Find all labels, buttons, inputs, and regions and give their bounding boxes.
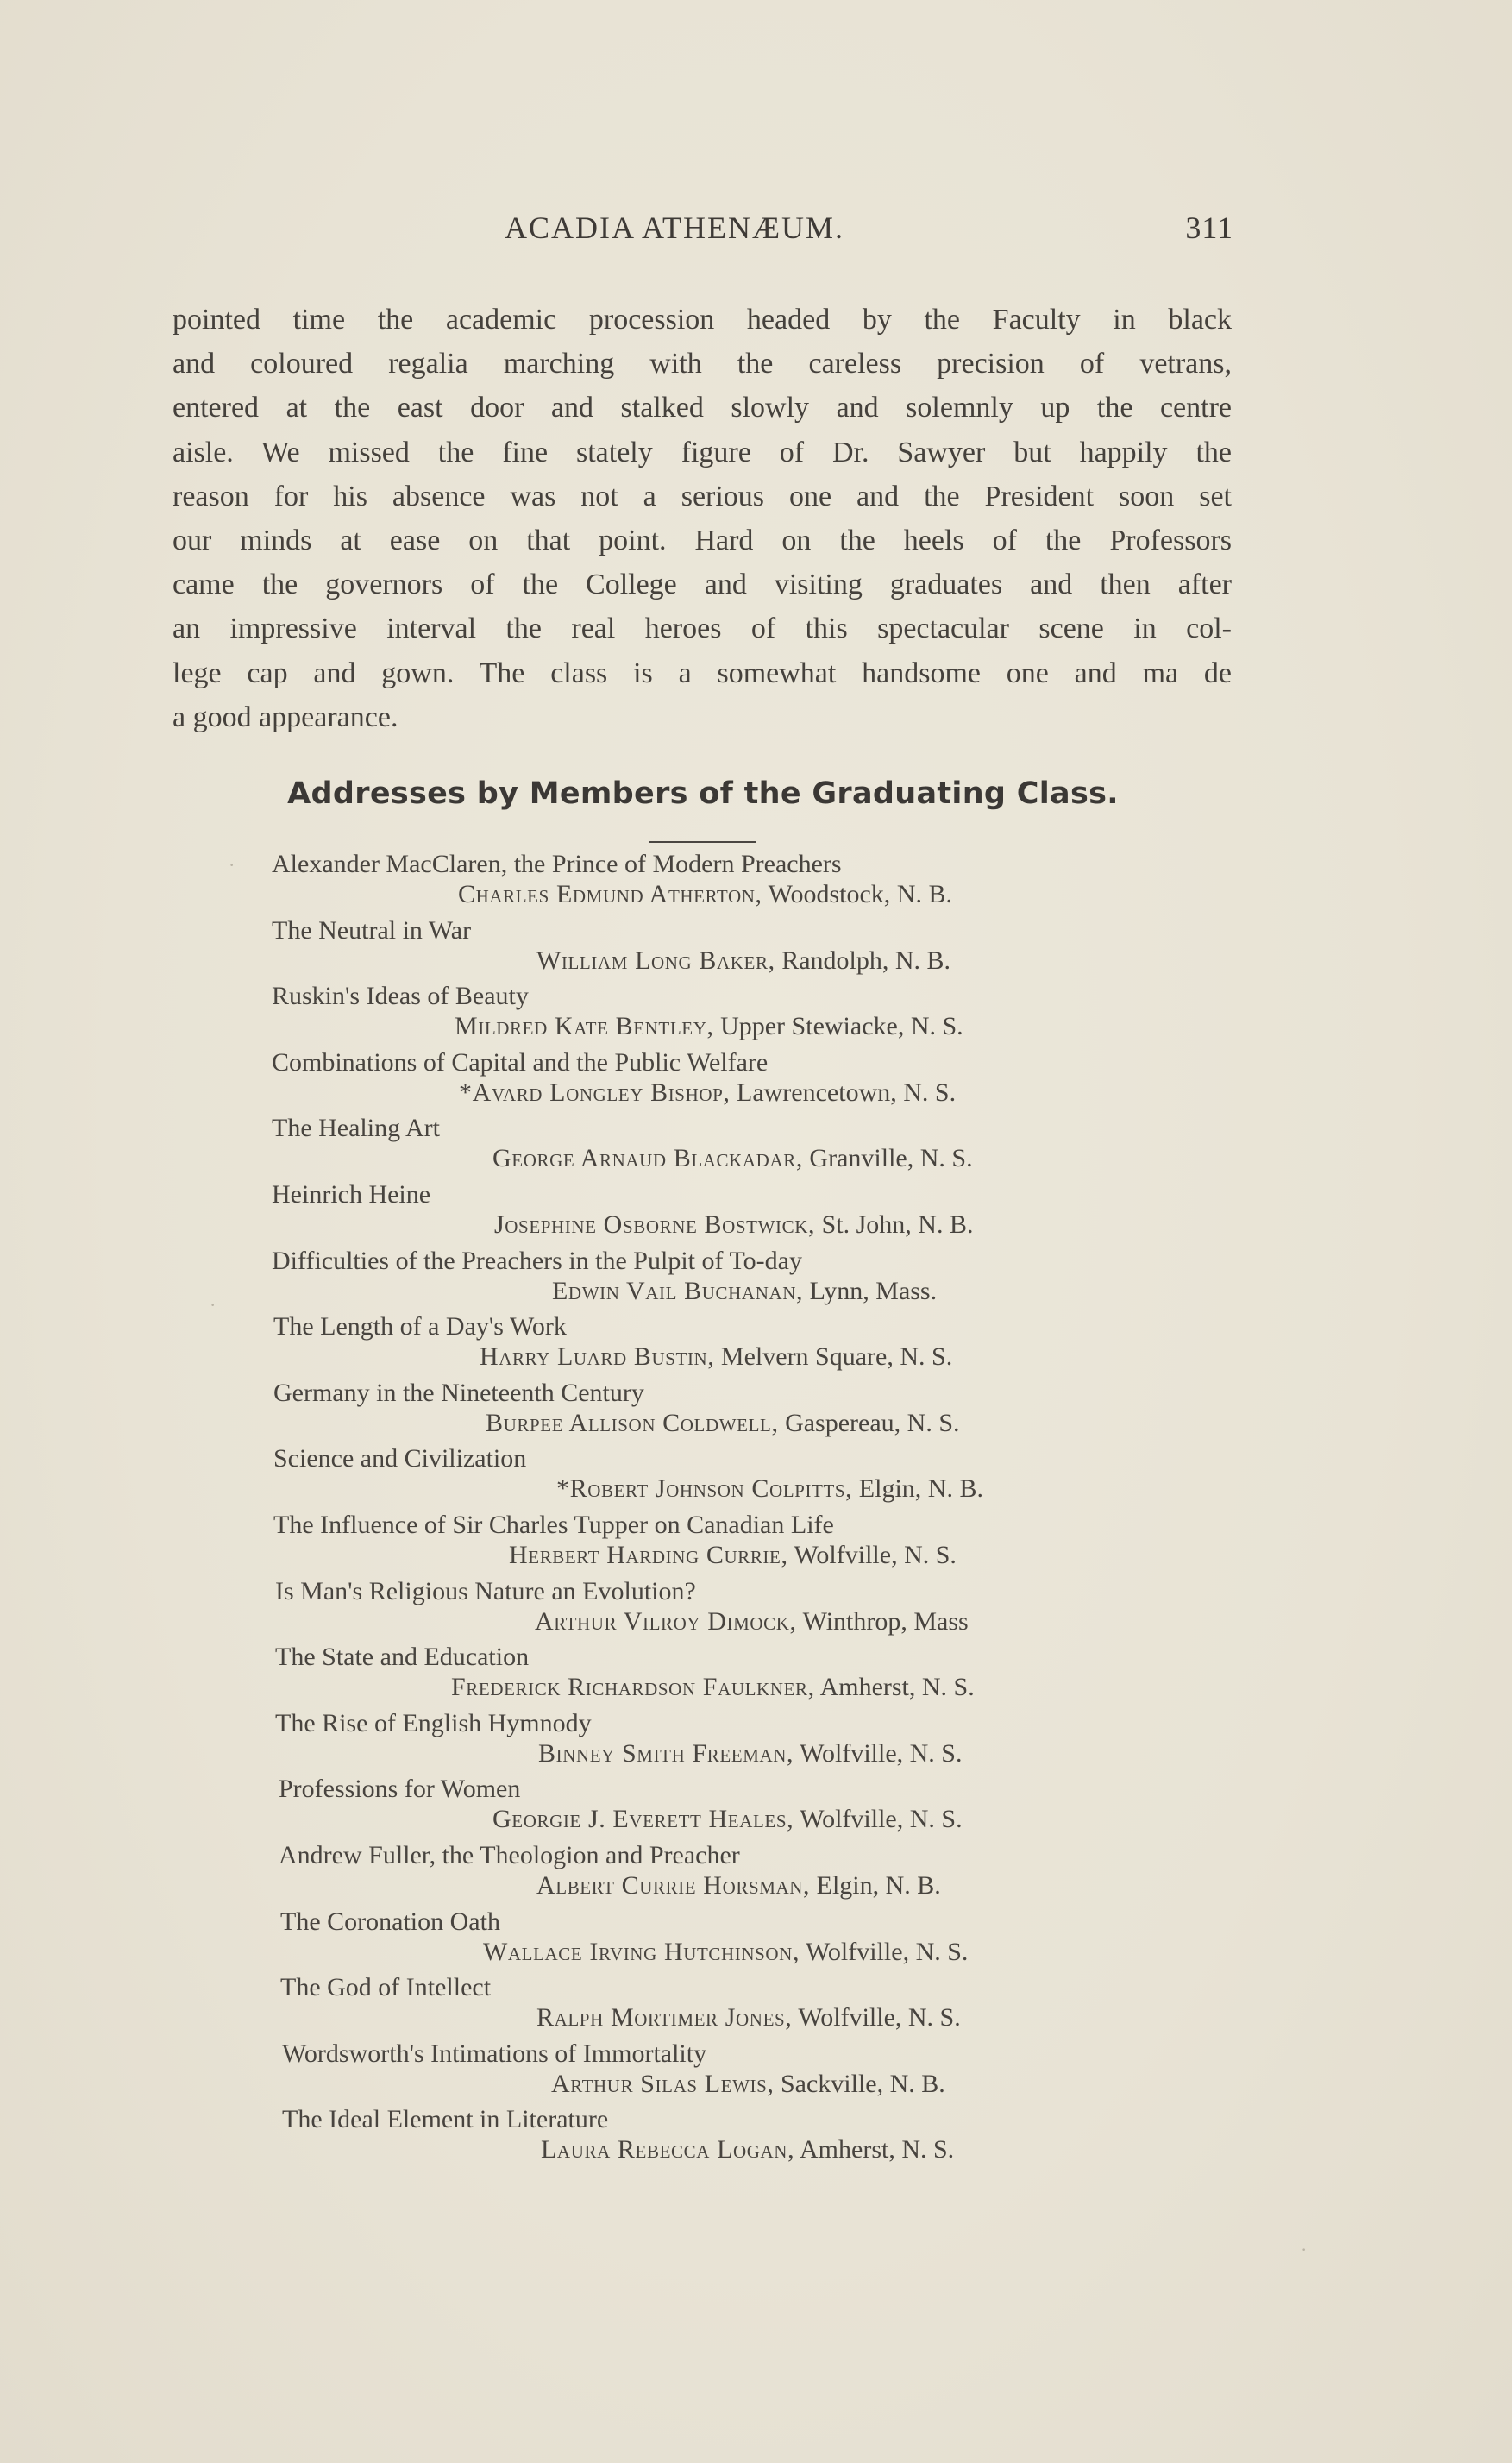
author-name: Charles Edmund Atherton,: [458, 880, 762, 908]
address-author: [480, 1342, 952, 1372]
author-name: William Long Baker,: [536, 946, 775, 975]
print-speck: ·: [229, 854, 235, 876]
body-line: a good appearance.: [173, 701, 398, 733]
author-name: Albert Currie Horsman,: [536, 1870, 811, 1900]
author-hometown: Sackville, N. B.: [774, 2069, 945, 2098]
author-hometown: Wolfville, N. S.: [794, 1805, 963, 1834]
address-author: [492, 1144, 973, 1173]
address-entry: [0, 982, 1512, 1048]
address-entry: [0, 1775, 1512, 1841]
address-author: [536, 946, 950, 976]
author-name: Ralph Mortimer Jones,: [536, 2003, 793, 2033]
body-line: our minds at ease on that point. Hard on the heels of the Professors: [173, 524, 1232, 556]
address-entry: [0, 2105, 1512, 2171]
print-speck: ·: [210, 1294, 216, 1316]
address-entry: [0, 916, 1512, 983]
address-author: [556, 1474, 983, 1504]
author-name: George Arnaud Blackadar,: [492, 1144, 803, 1173]
body-line: aisle. We missed the fine stately figure of Dr. Sawyer but happily the: [173, 436, 1232, 468]
address-topic: The Length of a Day's Work: [273, 1312, 567, 1341]
address-author: [509, 1541, 957, 1570]
print-speck: ·: [1301, 2239, 1308, 2260]
address-author: [551, 2070, 945, 2099]
author-hometown: Wolfville, N. S.: [787, 1540, 957, 1569]
running-head: [173, 210, 1233, 253]
address-author: [451, 1673, 975, 1702]
address-topic: Andrew Fuller, the Theologion and Preacher: [279, 1840, 740, 1869]
address-entry: [0, 1312, 1512, 1379]
address-author: [536, 1871, 941, 1901]
author-hometown: Upper Stewiacke, N. S.: [713, 1012, 963, 1041]
author-name: Josephine Osborne Bostwick,: [494, 1210, 816, 1239]
address-author: [494, 1210, 973, 1240]
address-entry: [0, 1247, 1512, 1313]
author-name: Burpee Allison Coldwell,: [486, 1408, 779, 1437]
address-topic: Professions for Women: [279, 1775, 521, 1804]
address-entry: [0, 1379, 1512, 1445]
author-hometown: Lynn, Mass.: [803, 1276, 938, 1305]
address-list: [0, 850, 1512, 2171]
author-name: Harry Luard Bustin,: [480, 1342, 715, 1372]
address-topic: The Influence of Sir Charles Tupper on Canadian Life: [273, 1510, 834, 1539]
address-entry: [0, 1973, 1512, 2039]
author-hometown: Melvern Square, N. S.: [714, 1342, 953, 1372]
body-line: and coloured regalia marching with the careless precision of vetrans,: [173, 348, 1232, 380]
body-line: came the governors of the College and visiting graduates and then after: [173, 569, 1232, 601]
body-line: lege cap and gown. The class is a somewhat handsome one and ma de: [173, 657, 1232, 689]
author-name: Frederick Richardson Faulkner,: [451, 1673, 815, 1702]
address-topic: The Coronation Oath: [280, 1907, 500, 1936]
address-author: [455, 1012, 963, 1041]
address-author: [535, 1607, 969, 1637]
author-hometown: Wolfville, N. S.: [792, 2003, 961, 2033]
address-topic: The State and Education: [275, 1643, 530, 1672]
author-hometown: Woodstock, N. B.: [762, 880, 952, 908]
author-hometown: Randolph, N. B.: [775, 946, 951, 975]
author-hometown: Amherst, N. S.: [814, 1673, 975, 1702]
body-line: an impressive interval the real heroes of this spectacular scene in col-: [173, 613, 1232, 645]
address-entry: [0, 850, 1512, 916]
author-hometown: Elgin, N. B.: [810, 1870, 941, 1900]
author-name: Herbert Harding Currie,: [509, 1540, 788, 1569]
address-topic: The God of Intellect: [280, 1973, 492, 2002]
address-topic: Combinations of Capital and the Public Welfare: [272, 1047, 769, 1077]
body-line: pointed time the academic procession headed by the Faculty in black: [173, 304, 1232, 336]
section-heading: Addresses by Members of the Graduating Class.: [287, 776, 1119, 811]
address-topic: The Ideal Element in Literature: [282, 2105, 609, 2134]
author-name: Edwin Vail Buchanan,: [552, 1276, 804, 1305]
author-name: Laura Rebecca Logan,: [541, 2135, 795, 2165]
author-hometown: Gaspereau, N. S.: [778, 1408, 960, 1437]
address-entry: [0, 1048, 1512, 1115]
address-topic: The Neutral in War: [272, 915, 472, 945]
author-name: Mildred Kate Bentley,: [455, 1012, 714, 1041]
journal-title: ACADIA ATHENÆUM.: [505, 210, 845, 245]
author-name: Georgie J. Everett Heales,: [492, 1805, 794, 1834]
address-author: [541, 2135, 954, 2165]
address-entry: [0, 1444, 1512, 1511]
address-author: [459, 1078, 956, 1108]
author-name: Arthur Silas Lewis,: [551, 2069, 775, 2098]
author-name: *Robert Johnson Colpitts,: [556, 1474, 853, 1504]
address-topic: Heinrich Heine: [272, 1179, 431, 1209]
body-paragraph: [173, 298, 1232, 739]
address-topic: Alexander MacClaren, the Prince of Modern Preachers: [272, 850, 842, 878]
author-hometown: Wolfville, N. S.: [794, 1738, 963, 1768]
author-hometown: St. John, N. B.: [815, 1210, 974, 1239]
address-entry: [0, 1709, 1512, 1775]
address-entry: [0, 2039, 1512, 2106]
address-entry: [0, 1180, 1512, 1247]
address-author: [552, 1277, 937, 1306]
address-topic: The Healing Art: [272, 1114, 440, 1143]
author-hometown: Wolfville, N. S.: [800, 1937, 969, 1966]
address-entry: [0, 1511, 1512, 1577]
address-author: [458, 880, 952, 909]
author-name: *Avard Longley Bishop,: [459, 1078, 731, 1107]
address-author: [536, 2003, 961, 2033]
author-name: Wallace Irving Hutchinson,: [483, 1937, 800, 1966]
author-hometown: Lawrencetown, N. S.: [730, 1078, 957, 1107]
address-topic: Science and Civilization: [273, 1444, 527, 1473]
address-topic: Ruskin's Ideas of Beauty: [272, 982, 529, 1011]
author-hometown: Winthrop, Mass: [796, 1606, 969, 1636]
address-topic: Is Man's Religious Nature an Evolution?: [275, 1576, 696, 1605]
address-topic: Wordsworth's Intimations of Immortality: [282, 2039, 707, 2068]
author-name: Binney Smith Freeman,: [538, 1738, 794, 1768]
address-topic: The Rise of English Hymnody: [275, 1708, 592, 1737]
address-author: [538, 1739, 963, 1769]
heading-rule: [649, 841, 756, 843]
address-entry: [0, 1841, 1512, 1907]
address-author: [486, 1409, 960, 1438]
address-author: [492, 1805, 963, 1834]
address-entry: [0, 1643, 1512, 1709]
body-line: entered at the east door and stalked slowly and solemnly up the centre: [173, 392, 1232, 424]
author-hometown: Elgin, N. B.: [852, 1474, 983, 1504]
address-topic: Difficulties of the Preachers in the Pulpit of To-day: [272, 1246, 802, 1275]
address-topic: Germany in the Nineteenth Century: [273, 1378, 644, 1407]
body-line: reason for his absence was not a serious one and the President soon set: [173, 480, 1232, 512]
address-entry: [0, 1907, 1512, 1974]
address-entry: [0, 1577, 1512, 1643]
author-hometown: Amherst, N. S.: [794, 2135, 955, 2165]
address-author: [483, 1938, 968, 1967]
author-hometown: Granville, N. S.: [802, 1144, 973, 1173]
address-entry: [0, 1114, 1512, 1180]
author-name: Arthur Vilroy Dimock,: [535, 1606, 797, 1636]
page-number: 311: [1185, 210, 1233, 245]
